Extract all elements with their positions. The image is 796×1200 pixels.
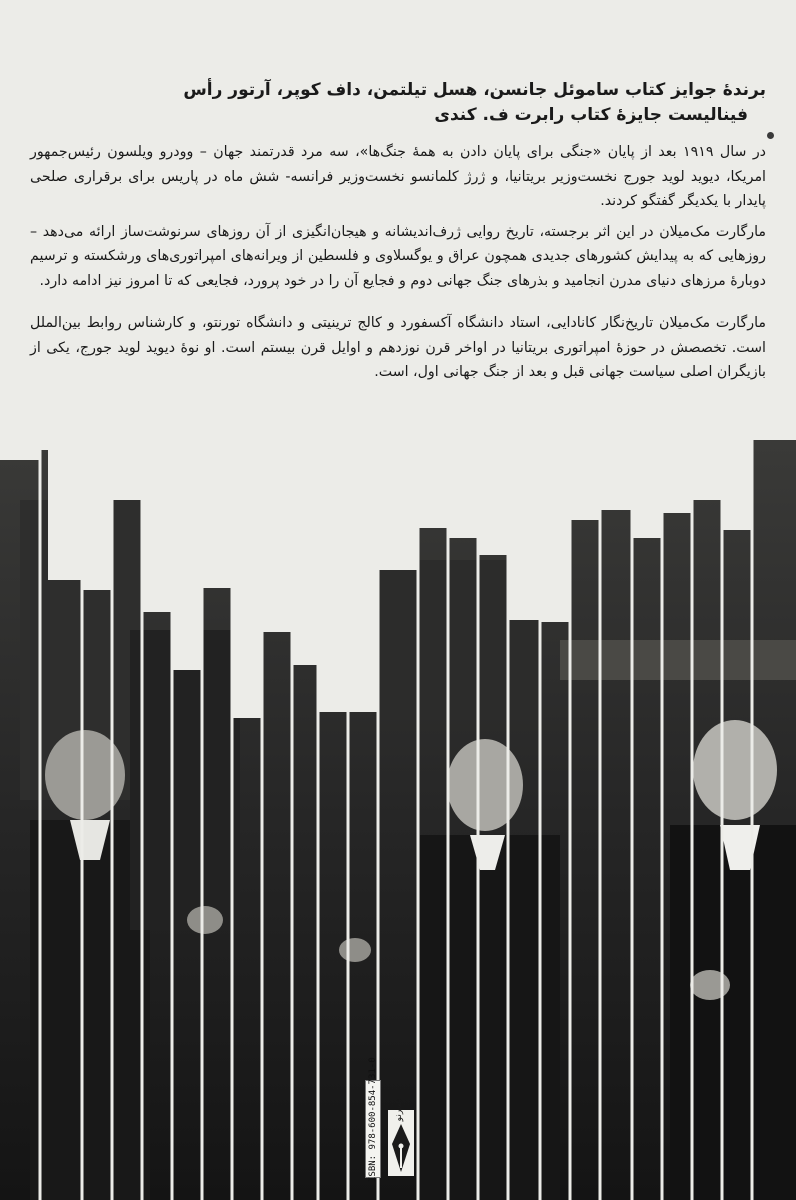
- blurb-paragraph-history: در سال ۱۹۱۹ بعد از پایان «جنگی برای پایان دادن به همهٔ جنگ‌ها»، سه مرد قدرتمند جهان – وودرو ویلسون رئیس‌جمهور امریکا، دیوید لوید جورج نخست‌وزیر بریتانیا، و ژرژ کلمانسو نخست‌وزیر فرانسه- شش ماه در پاریس برای برقراری صلحی پایدار با یکدیگر گفتگو کردند.: [30, 144, 766, 209]
- finalist-line: فینالیست جایزهٔ کتاب رابرت ف. کندی: [434, 105, 748, 125]
- photo-strips: [0, 440, 796, 1200]
- publisher-name: نشرنو: [394, 1098, 404, 1122]
- awards-block: [26, 78, 766, 128]
- bullet-dot: [767, 132, 774, 139]
- awards-line: برندهٔ جوایز کتاب ساموئل جانسن، هسل تیلتمن، داف کوپر، آرتور رأس: [183, 80, 766, 100]
- author-bio: مارگارت مک‌میلان تاریخ‌نگار کانادایی، استاد دانشگاه آکسفورد و کالج ترینیتی و دانشگاه تورنتو، و کارشناس روابط بین‌الملل است. تخصصش در حوزهٔ امپراتوری بریتانیا در اواخر قرن نوزدهم و اوایل قرن بیستم است. او نوهٔ دیوید لوید جورج، یکی از بازیگران اصلی سیاست جهانی قبل و بعد از جنگ جهانی اول، است.: [30, 315, 766, 380]
- blurb-paragraph-book: مارگارت مک‌میلان در این اثر برجسته، تاریخ روایی ژرف‌اندیشانه و هیجان‌انگیزی از آن روزهای سرنوشت‌ساز ارائه می‌دهد –روزهایی که به پیدایش کشورهای جدیدی همچون عراق و یوگسلاوی و فلسطین از ویرانه‌های امپراتوری‌های ورشکسته و ترسیم دوبارهٔ مرزهای دنیای مدرن انجامید و بذرهای جنگ جهانی دوم و فجایع آن را در خود پرورد، فجایعی که تا امروز نیز ادامه دارد.: [30, 223, 766, 289]
- blurb-text: [30, 140, 766, 391]
- isbn-text: ISBN: 978-600-854-731-0: [368, 1057, 378, 1182]
